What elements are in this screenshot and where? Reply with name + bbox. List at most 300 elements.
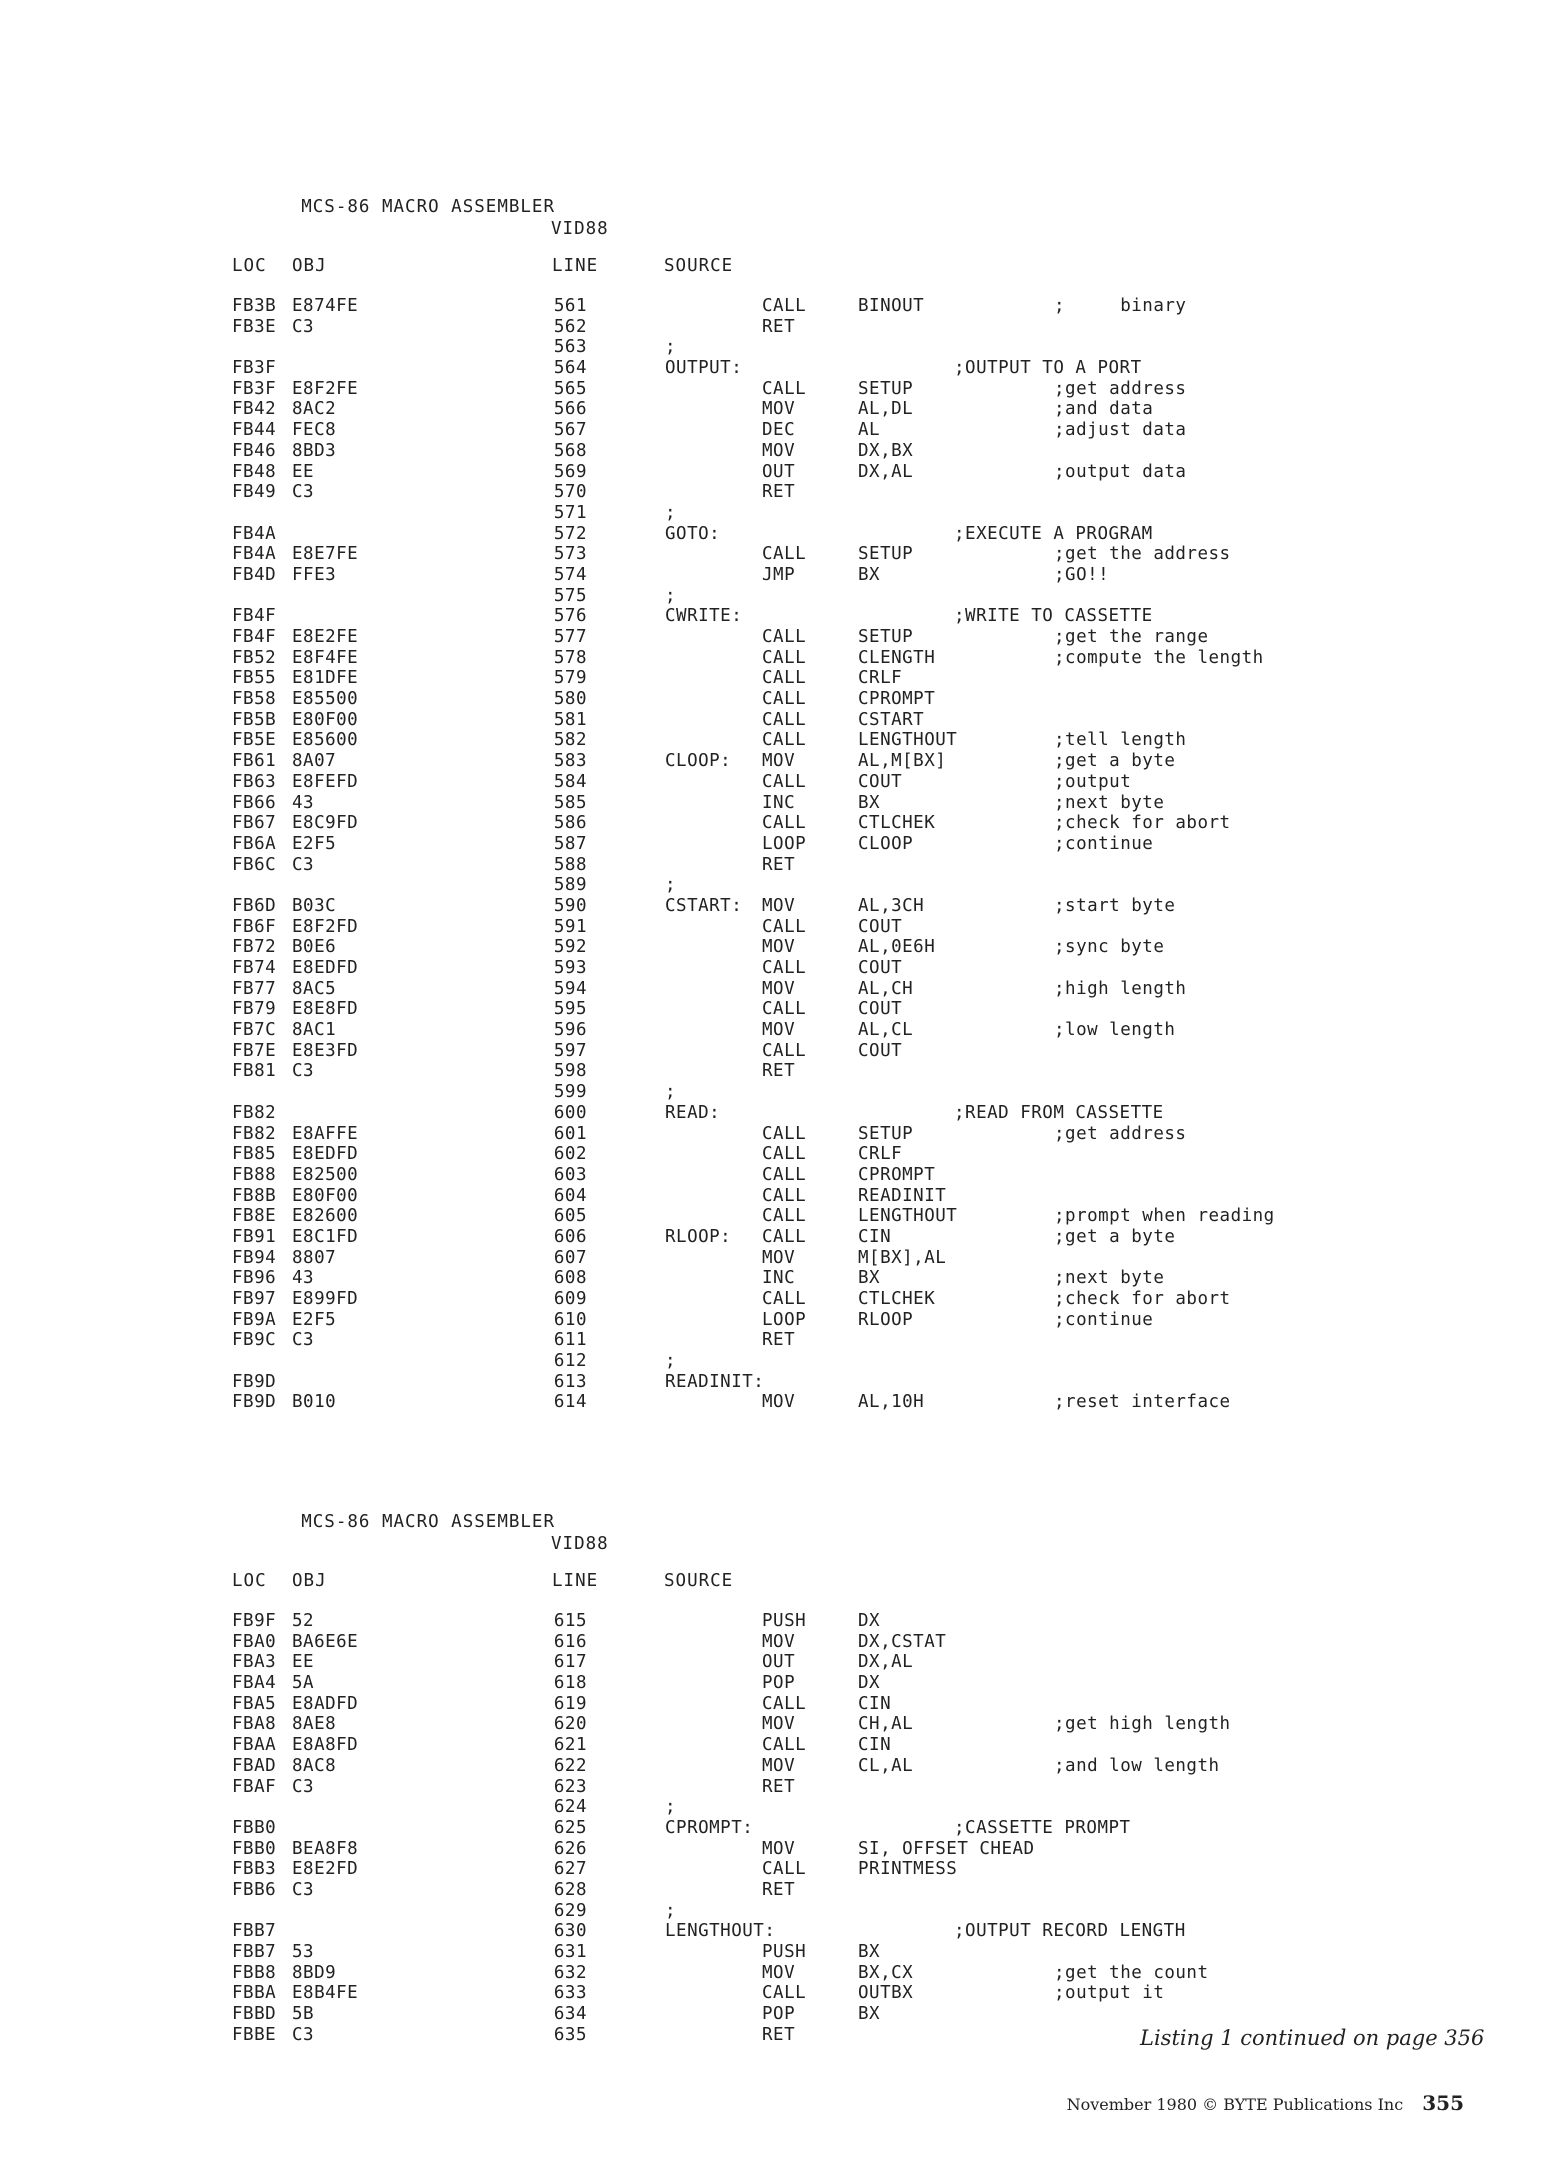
- obj-cell: E82500: [292, 1164, 359, 1185]
- loc-cell: FBB7: [232, 1921, 277, 1942]
- loc-cell: FBB8: [232, 1962, 277, 1983]
- loc-cell: FB4D: [232, 564, 277, 585]
- opcode-cell: RET: [762, 1879, 796, 1900]
- label-cell: RLOOP:: [665, 1226, 732, 1247]
- section-comment-cell: ;CASSETTE PROMPT: [954, 1817, 1131, 1838]
- loc-cell: FB6A: [232, 833, 277, 854]
- operand-cell: AL,0E6H: [858, 937, 936, 958]
- obj-cell: E8C9FD: [292, 813, 359, 834]
- listing-row: [232, 875, 1412, 896]
- opcode-cell: MOV: [762, 937, 796, 958]
- line-number-cell: 591: [553, 916, 587, 937]
- loc-cell: FB67: [232, 813, 277, 834]
- label-cell: LENGTHOUT:: [665, 1921, 776, 1942]
- loc-cell: FB55: [232, 668, 277, 689]
- loc-cell: FB42: [232, 399, 277, 420]
- section-comment-cell: ;READ FROM CASSETTE: [954, 1102, 1164, 1123]
- operand-cell: SETUP: [858, 378, 914, 399]
- listing-row: [232, 441, 1412, 462]
- operand-cell: CRLF: [858, 1144, 903, 1165]
- line-number-cell: 585: [553, 792, 587, 813]
- listing-row: [232, 627, 1412, 648]
- obj-cell: E8AFFE: [292, 1123, 359, 1144]
- operand-cell: CH,AL: [858, 1714, 914, 1735]
- operand-cell: LENGTHOUT: [858, 730, 958, 751]
- line-number-cell: 624: [553, 1797, 587, 1818]
- obj-cell: E85600: [292, 730, 359, 751]
- opcode-cell: DEC: [762, 420, 796, 441]
- line-number-cell: 568: [553, 440, 587, 461]
- listing-row: [232, 1942, 1412, 1963]
- line-number-cell: 634: [553, 2004, 587, 2025]
- assembler-name: MCS-86 MACRO ASSEMBLER: [301, 1512, 556, 1532]
- obj-cell: C3: [292, 2024, 315, 2045]
- loc-cell: FBB3: [232, 1859, 277, 1880]
- page-footer: [1067, 2091, 1464, 2115]
- listing-row: [232, 358, 1412, 379]
- label-cell: CLOOP:: [665, 751, 732, 772]
- line-number-cell: 620: [553, 1714, 587, 1735]
- operand-cell: COUT: [858, 958, 903, 978]
- listing-row: [232, 979, 1412, 1000]
- listing-row: [232, 1859, 1412, 1880]
- operand-cell: CIN: [858, 1693, 892, 1714]
- comment-cell: ; binary: [1054, 296, 1187, 316]
- listing-row: [232, 917, 1412, 938]
- listing-rows: [232, 1611, 1412, 2045]
- opcode-cell: CALL: [762, 378, 807, 399]
- line-number-cell: 616: [553, 1631, 587, 1652]
- operand-cell: AL,3CH: [858, 895, 925, 916]
- obj-cell: E80F00: [292, 1185, 359, 1206]
- listing-row: [232, 958, 1412, 979]
- comment-cell: ;get address: [1054, 378, 1187, 399]
- page-number: 355: [1422, 2091, 1464, 2115]
- line-number-cell: 571: [553, 502, 587, 523]
- loc-cell: FB77: [232, 978, 277, 999]
- listing-row: [232, 1392, 1412, 1413]
- obj-cell: C3: [292, 854, 315, 875]
- section-comment-cell: ;OUTPUT RECORD LENGTH: [954, 1921, 1186, 1942]
- line-number-cell: 611: [553, 1330, 587, 1351]
- loc-cell: FB72: [232, 937, 277, 958]
- operand-cell: CTLCHEK: [858, 813, 936, 834]
- line-number-cell: 628: [553, 1879, 587, 1900]
- opcode-cell: MOV: [762, 440, 796, 461]
- operand-cell: COUT: [858, 1040, 903, 1061]
- opcode-cell: MOV: [762, 1714, 796, 1735]
- listing-row: [232, 772, 1412, 793]
- opcode-cell: CALL: [762, 958, 807, 978]
- line-number-cell: 596: [553, 1020, 587, 1041]
- obj-cell: E8E3FD: [292, 1040, 359, 1061]
- listing-row: [232, 296, 1412, 317]
- assembler-listing-top: [232, 174, 1412, 1413]
- line-number-cell: 583: [553, 751, 587, 772]
- loc-cell: FB5E: [232, 730, 277, 751]
- loc-cell: FBA4: [232, 1673, 277, 1694]
- line-number-cell: 618: [553, 1673, 587, 1694]
- opcode-cell: CALL: [762, 647, 807, 668]
- opcode-cell: OUT: [762, 1652, 796, 1673]
- operand-cell: CTLCHEK: [858, 1289, 936, 1309]
- loc-cell: FBA5: [232, 1693, 277, 1714]
- line-number-cell: 581: [553, 709, 587, 730]
- listing-row: [232, 896, 1412, 917]
- opcode-cell: CALL: [762, 1289, 807, 1309]
- listing-row: [232, 1756, 1412, 1777]
- line-number-cell: 588: [553, 854, 587, 875]
- loc-cell: FB9F: [232, 1611, 277, 1631]
- comment-cell: ;check for abort: [1054, 1289, 1231, 1309]
- loc-cell: FB61: [232, 751, 277, 772]
- loc-cell: FB6C: [232, 854, 277, 875]
- line-number-cell: 629: [553, 1900, 587, 1921]
- operand-cell: CSTART: [858, 709, 925, 730]
- operand-cell: DX,AL: [858, 461, 914, 482]
- listing-row: [232, 317, 1412, 338]
- listing-row: [232, 1289, 1412, 1310]
- line-number-cell: 610: [553, 1309, 587, 1330]
- obj-cell: EE: [292, 461, 315, 482]
- comment-cell: ;output data: [1054, 461, 1187, 482]
- obj-cell: E2F5: [292, 1309, 337, 1330]
- line-number-cell: 613: [553, 1371, 587, 1392]
- line-number-cell: 586: [553, 813, 587, 834]
- operand-cell: LENGTHOUT: [858, 1206, 958, 1227]
- opcode-cell: INC: [762, 792, 796, 813]
- obj-cell: E2F5: [292, 833, 337, 854]
- line-number-cell: 621: [553, 1735, 587, 1756]
- obj-cell: B010: [292, 1392, 337, 1413]
- loc-cell: FBAA: [232, 1735, 277, 1756]
- assembler-listing-bottom: [232, 1489, 1412, 2045]
- operand-cell: RLOOP: [858, 1309, 914, 1330]
- line-number-cell: 562: [553, 316, 587, 337]
- line-number-cell: 595: [553, 999, 587, 1020]
- operand-cell: OUTBX: [858, 1983, 914, 2004]
- line-number-cell: 625: [553, 1817, 587, 1838]
- opcode-cell: MOV: [762, 1247, 796, 1268]
- line-number-cell: 602: [553, 1144, 587, 1165]
- line-number-cell: 597: [553, 1040, 587, 1061]
- listing-row: [232, 1714, 1412, 1735]
- column-headers: [232, 255, 1412, 277]
- listing-row: [232, 1372, 1412, 1393]
- operand-cell: BX: [858, 1942, 881, 1962]
- line-number-cell: 594: [553, 978, 587, 999]
- line-number-cell: 617: [553, 1652, 587, 1673]
- line-number-cell: 633: [553, 1983, 587, 2004]
- operand-cell: DX,AL: [858, 1652, 914, 1673]
- operand-cell: BX: [858, 1268, 881, 1289]
- line-number-cell: 604: [553, 1185, 587, 1206]
- obj-cell: E8F2FE: [292, 378, 359, 399]
- obj-cell: 8BD9: [292, 1962, 337, 1983]
- loc-cell: FB4A: [232, 523, 277, 544]
- comment-cell: ;and data: [1054, 399, 1154, 420]
- line-number-cell: 561: [553, 296, 587, 316]
- loc-cell: FB6D: [232, 895, 277, 916]
- listing-row: [232, 855, 1412, 876]
- program-name: VID88: [551, 219, 609, 239]
- comment-cell: ;adjust data: [1054, 420, 1187, 441]
- loc-cell: FB8E: [232, 1206, 277, 1227]
- obj-cell: 8AC1: [292, 1020, 337, 1041]
- loc-cell: FB3F: [232, 378, 277, 399]
- line-number-cell: 590: [553, 895, 587, 916]
- listing-row: [232, 1310, 1412, 1331]
- label-cell: ;: [665, 502, 677, 523]
- opcode-cell: MOV: [762, 1392, 796, 1413]
- listing-row: [232, 606, 1412, 627]
- operand-cell: SETUP: [858, 544, 914, 565]
- obj-cell: 5A: [292, 1673, 315, 1694]
- opcode-cell: MOV: [762, 1755, 796, 1776]
- opcode-cell: JMP: [762, 564, 796, 585]
- obj-cell: 8AC5: [292, 978, 337, 999]
- listing-row: [232, 813, 1412, 834]
- listing-row: [232, 1351, 1412, 1372]
- listing-row: [232, 1901, 1412, 1922]
- opcode-cell: CALL: [762, 709, 807, 730]
- listing-row: [232, 544, 1412, 565]
- loc-cell: FBBA: [232, 1983, 277, 2004]
- comment-cell: ;reset interface: [1054, 1392, 1231, 1413]
- opcode-cell: RET: [762, 1776, 796, 1797]
- listing-row: [232, 751, 1412, 772]
- loc-cell: FBAF: [232, 1776, 277, 1797]
- opcode-cell: CALL: [762, 1123, 807, 1144]
- opcode-cell: CALL: [762, 1185, 807, 1206]
- listing-row: [232, 524, 1412, 545]
- comment-cell: ;high length: [1054, 978, 1187, 999]
- listing-row: [232, 710, 1412, 731]
- line-number-cell: 575: [553, 585, 587, 606]
- line-number-cell: 603: [553, 1164, 587, 1185]
- loc-cell: FBB0: [232, 1838, 277, 1859]
- opcode-cell: MOV: [762, 1838, 796, 1859]
- col-obj-header: OBJ: [292, 256, 327, 276]
- listing-row: [232, 1020, 1412, 1041]
- label-cell: CSTART:: [665, 895, 743, 916]
- line-number-cell: 626: [553, 1838, 587, 1859]
- listing-row: [232, 1082, 1412, 1103]
- listing-row: [232, 1268, 1412, 1289]
- line-number-cell: 565: [553, 378, 587, 399]
- obj-cell: 52: [292, 1611, 315, 1631]
- comment-cell: ;sync byte: [1054, 937, 1165, 958]
- assembler-name: MCS-86 MACRO ASSEMBLER: [301, 197, 556, 217]
- obj-cell: 43: [292, 792, 315, 813]
- listing-row: [232, 689, 1412, 710]
- obj-cell: 8AC2: [292, 399, 337, 420]
- loc-cell: FB58: [232, 689, 277, 710]
- opcode-cell: MOV: [762, 399, 796, 420]
- column-headers: [232, 1570, 1412, 1592]
- opcode-cell: CALL: [762, 1226, 807, 1247]
- listing-row: [232, 586, 1412, 607]
- comment-cell: ;next byte: [1054, 792, 1165, 813]
- line-number-cell: 599: [553, 1082, 587, 1103]
- loc-cell: FB52: [232, 647, 277, 668]
- obj-cell: E85500: [292, 689, 359, 710]
- loc-cell: FB6F: [232, 916, 277, 937]
- operand-cell: AL,CL: [858, 1020, 914, 1041]
- comment-cell: ;continue: [1054, 1309, 1154, 1330]
- obj-cell: E82600: [292, 1206, 359, 1227]
- opcode-cell: OUT: [762, 461, 796, 482]
- opcode-cell: MOV: [762, 751, 796, 772]
- col-source-header: SOURCE: [664, 1571, 734, 1591]
- loc-cell: FB79: [232, 999, 277, 1020]
- loc-cell: FB9D: [232, 1371, 277, 1392]
- listing-row: [232, 1165, 1412, 1186]
- operand-cell: READINIT: [858, 1185, 947, 1206]
- obj-cell: 8807: [292, 1247, 337, 1268]
- comment-cell: ;low length: [1054, 1020, 1176, 1041]
- label-cell: CPROMPT:: [665, 1817, 754, 1838]
- line-number-cell: 573: [553, 544, 587, 565]
- listing-row: [232, 1880, 1412, 1901]
- operand-cell: DX: [858, 1673, 881, 1694]
- line-number-cell: 607: [553, 1247, 587, 1268]
- line-number-cell: 570: [553, 482, 587, 503]
- listing-row: [232, 1797, 1412, 1818]
- operand-cell: BX: [858, 792, 881, 813]
- opcode-cell: CALL: [762, 544, 807, 565]
- line-number-cell: 609: [553, 1289, 587, 1309]
- obj-cell: C3: [292, 482, 315, 503]
- loc-cell: FB7C: [232, 1020, 277, 1041]
- opcode-cell: CALL: [762, 771, 807, 792]
- line-number-cell: 582: [553, 730, 587, 751]
- listing-row: [232, 1735, 1412, 1756]
- opcode-cell: RET: [762, 316, 796, 337]
- obj-cell: E81DFE: [292, 668, 359, 689]
- line-number-cell: 567: [553, 420, 587, 441]
- line-number-cell: 566: [553, 399, 587, 420]
- loc-cell: FB3F: [232, 358, 277, 379]
- line-number-cell: 574: [553, 564, 587, 585]
- line-number-cell: 576: [553, 606, 587, 627]
- opcode-cell: RET: [762, 482, 796, 503]
- loc-cell: FB4F: [232, 606, 277, 627]
- line-number-cell: 563: [553, 337, 587, 358]
- listing-row: [232, 793, 1412, 814]
- listing-row: [232, 1186, 1412, 1207]
- section-comment-cell: ;WRITE TO CASSETTE: [954, 606, 1153, 627]
- operand-cell: M[BX],AL: [858, 1247, 947, 1268]
- loc-cell: FB97: [232, 1289, 277, 1309]
- opcode-cell: CALL: [762, 1693, 807, 1714]
- loc-cell: FB4F: [232, 627, 277, 647]
- opcode-cell: CALL: [762, 1144, 807, 1165]
- comment-cell: ;get address: [1054, 1123, 1187, 1144]
- listing-row: [232, 399, 1412, 420]
- loc-cell: FBBD: [232, 2004, 277, 2025]
- col-line-header: LINE: [552, 256, 599, 276]
- listing-row: [232, 1632, 1412, 1653]
- listing-row: [232, 420, 1412, 441]
- obj-cell: E8B4FE: [292, 1983, 359, 2004]
- obj-cell: C3: [292, 1879, 315, 1900]
- label-cell: ;: [665, 337, 677, 358]
- operand-cell: COUT: [858, 999, 903, 1020]
- operand-cell: SETUP: [858, 1123, 914, 1144]
- loc-cell: FB74: [232, 958, 277, 978]
- listing-row: [232, 1839, 1412, 1860]
- obj-cell: 8AC8: [292, 1755, 337, 1776]
- section-comment-cell: ;OUTPUT TO A PORT: [954, 358, 1142, 379]
- obj-cell: E8F2FD: [292, 916, 359, 937]
- obj-cell: 5B: [292, 2004, 315, 2025]
- comment-cell: ;next byte: [1054, 1268, 1165, 1289]
- loc-cell: FB88: [232, 1164, 277, 1185]
- obj-cell: C3: [292, 1330, 315, 1351]
- operand-cell: CIN: [858, 1226, 892, 1247]
- opcode-cell: CALL: [762, 1206, 807, 1227]
- publication-line: November 1980 © BYTE Publications Inc: [1066, 2095, 1404, 2114]
- listing-row: [232, 482, 1412, 503]
- listing-row: [232, 337, 1412, 358]
- listing-row: [232, 1330, 1412, 1351]
- opcode-cell: CALL: [762, 296, 807, 316]
- line-number-cell: 622: [553, 1755, 587, 1776]
- line-number-cell: 606: [553, 1226, 587, 1247]
- loc-cell: FB5B: [232, 709, 277, 730]
- listing-row: [232, 1983, 1412, 2004]
- continued-note: Listing 1 continued on page 356: [1140, 2026, 1485, 2050]
- comment-cell: ;get the range: [1054, 627, 1209, 647]
- listing-row: [232, 1818, 1412, 1839]
- listing-row: [232, 668, 1412, 689]
- opcode-cell: CALL: [762, 916, 807, 937]
- obj-cell: 53: [292, 1942, 315, 1962]
- line-number-cell: 593: [553, 958, 587, 978]
- obj-cell: E8A8FD: [292, 1735, 359, 1756]
- operand-cell: BX: [858, 564, 881, 585]
- comment-cell: ;check for abort: [1054, 813, 1231, 834]
- loc-cell: FBB6: [232, 1879, 277, 1900]
- opcode-cell: CALL: [762, 999, 807, 1020]
- loc-cell: FB91: [232, 1226, 277, 1247]
- opcode-cell: RET: [762, 2024, 796, 2045]
- listing-row: [232, 1041, 1412, 1062]
- section-comment-cell: ;EXECUTE A PROGRAM: [954, 523, 1153, 544]
- loc-cell: FB49: [232, 482, 277, 503]
- listing-row: [232, 1777, 1412, 1798]
- label-cell: READINIT:: [665, 1371, 765, 1392]
- loc-cell: FBB0: [232, 1817, 277, 1838]
- line-number-cell: 587: [553, 833, 587, 854]
- line-number-cell: 598: [553, 1061, 587, 1082]
- listing-row: [232, 1652, 1412, 1673]
- loc-cell: FB8B: [232, 1185, 277, 1206]
- listing-row: [232, 379, 1412, 400]
- obj-cell: E8ADFD: [292, 1693, 359, 1714]
- listing-row: [232, 1124, 1412, 1145]
- obj-cell: E80F00: [292, 709, 359, 730]
- loc-cell: FB66: [232, 792, 277, 813]
- loc-cell: FB9C: [232, 1330, 277, 1351]
- line-number-cell: 601: [553, 1123, 587, 1144]
- obj-cell: 43: [292, 1268, 315, 1289]
- operand-cell: CLOOP: [858, 833, 914, 854]
- col-loc-header: LOC: [232, 1571, 267, 1591]
- comment-cell: ;and low length: [1054, 1755, 1220, 1776]
- comment-cell: ;get the address: [1054, 544, 1231, 565]
